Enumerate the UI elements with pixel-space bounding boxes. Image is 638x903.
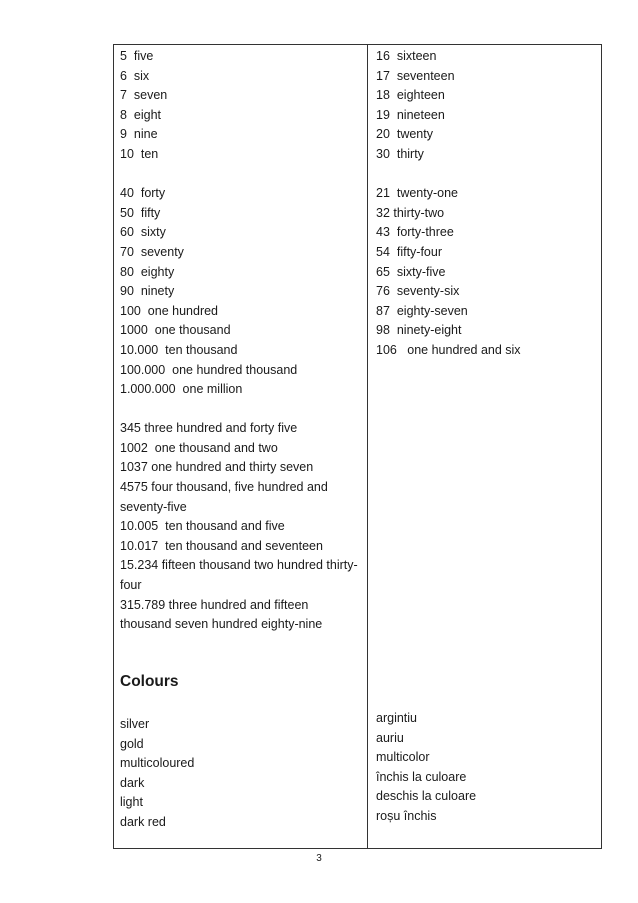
- list-item: light: [120, 795, 143, 810]
- spacer: [120, 165, 360, 185]
- list-item: 50 fifty: [120, 205, 161, 220]
- list-item: 1000 one thousand: [120, 323, 231, 338]
- colours-english-list: [120, 715, 194, 833]
- list-item: 19 nineteen: [376, 107, 445, 122]
- spacer: [120, 400, 360, 420]
- spacer: [376, 165, 596, 185]
- list-item: deschis la culoare: [376, 789, 477, 804]
- page-number: 3: [316, 853, 322, 864]
- list-item: 4575 four thousand, five hundred and seventy-five: [120, 480, 328, 514]
- list-item: 315.789 three hundred and fifteen thousand seven hundred eighty-nine: [120, 597, 323, 632]
- colours-romanian-list: [376, 709, 476, 827]
- list-item: 90 ninety: [120, 284, 175, 299]
- list-item: 43 forty-three: [376, 225, 454, 240]
- list-item: 10.000 ten thousand: [120, 342, 238, 357]
- list-item: 10.017 ten thousand and seventeen: [120, 538, 323, 553]
- list-item: 10 ten: [120, 146, 159, 161]
- list-item: 40 forty: [120, 186, 166, 201]
- list-item: 6 six: [120, 68, 150, 83]
- list-item: 345 three hundred and forty five: [120, 421, 298, 436]
- list-item: 60 sixty: [120, 225, 166, 240]
- section-heading: Colours: [120, 673, 179, 690]
- list-item: 87 eighty-seven: [376, 303, 468, 318]
- list-item: multicoloured: [120, 756, 195, 771]
- list-item: dark: [120, 775, 145, 790]
- list-item: închis la culoare: [376, 769, 467, 784]
- list-item: 21 twenty-one: [376, 186, 458, 201]
- list-item: 17 seventeen: [376, 68, 455, 83]
- list-item: 16 sixteen: [376, 49, 437, 63]
- list-item: 98 ninety-eight: [376, 323, 462, 338]
- list-item: 1.000.000 one million: [120, 382, 243, 397]
- list-item: 5 five: [120, 49, 154, 63]
- list-item: dark red: [120, 814, 166, 829]
- list-item: 70 seventy: [120, 244, 184, 259]
- list-item: multicolor: [376, 750, 430, 765]
- list-item: 100.000 one hundred thousand: [120, 362, 298, 377]
- list-item: 20 twenty: [376, 127, 433, 142]
- list-item: argintiu: [376, 711, 417, 725]
- list-item: 8 eight: [120, 107, 162, 122]
- list-item: roșu închis: [376, 808, 437, 823]
- list-item: 30 thirty: [376, 146, 424, 161]
- list-item: 10.005 ten thousand and five: [120, 519, 285, 534]
- list-item: 9 nine: [120, 127, 158, 142]
- column-divider: [367, 45, 368, 848]
- list-item: 106 one hundred and six: [376, 342, 521, 357]
- list-item: 76 seventy-six: [376, 284, 460, 299]
- list-item: 7 seven: [120, 88, 168, 103]
- list-item: 65 sixty-five: [376, 264, 446, 279]
- right-column: [376, 47, 596, 361]
- list-item: 15.234 fifteen thousand two hundred thirty-four: [120, 558, 358, 593]
- list-item: gold: [120, 736, 144, 751]
- list-item: 1037 one hundred and thirty seven: [120, 460, 314, 475]
- list-item: auriu: [376, 730, 404, 745]
- list-item: 80 eighty: [120, 264, 175, 279]
- list-item: 32 thirty-two: [376, 205, 445, 220]
- list-item: silver: [120, 717, 150, 731]
- left-column: [120, 47, 360, 635]
- vocabulary-table: [113, 44, 602, 849]
- list-item: 100 one hundred: [120, 303, 219, 318]
- list-item: 54 fifty-four: [376, 244, 442, 259]
- list-item: 18 eighteen: [376, 88, 445, 103]
- list-item: 1002 one thousand and two: [120, 440, 278, 455]
